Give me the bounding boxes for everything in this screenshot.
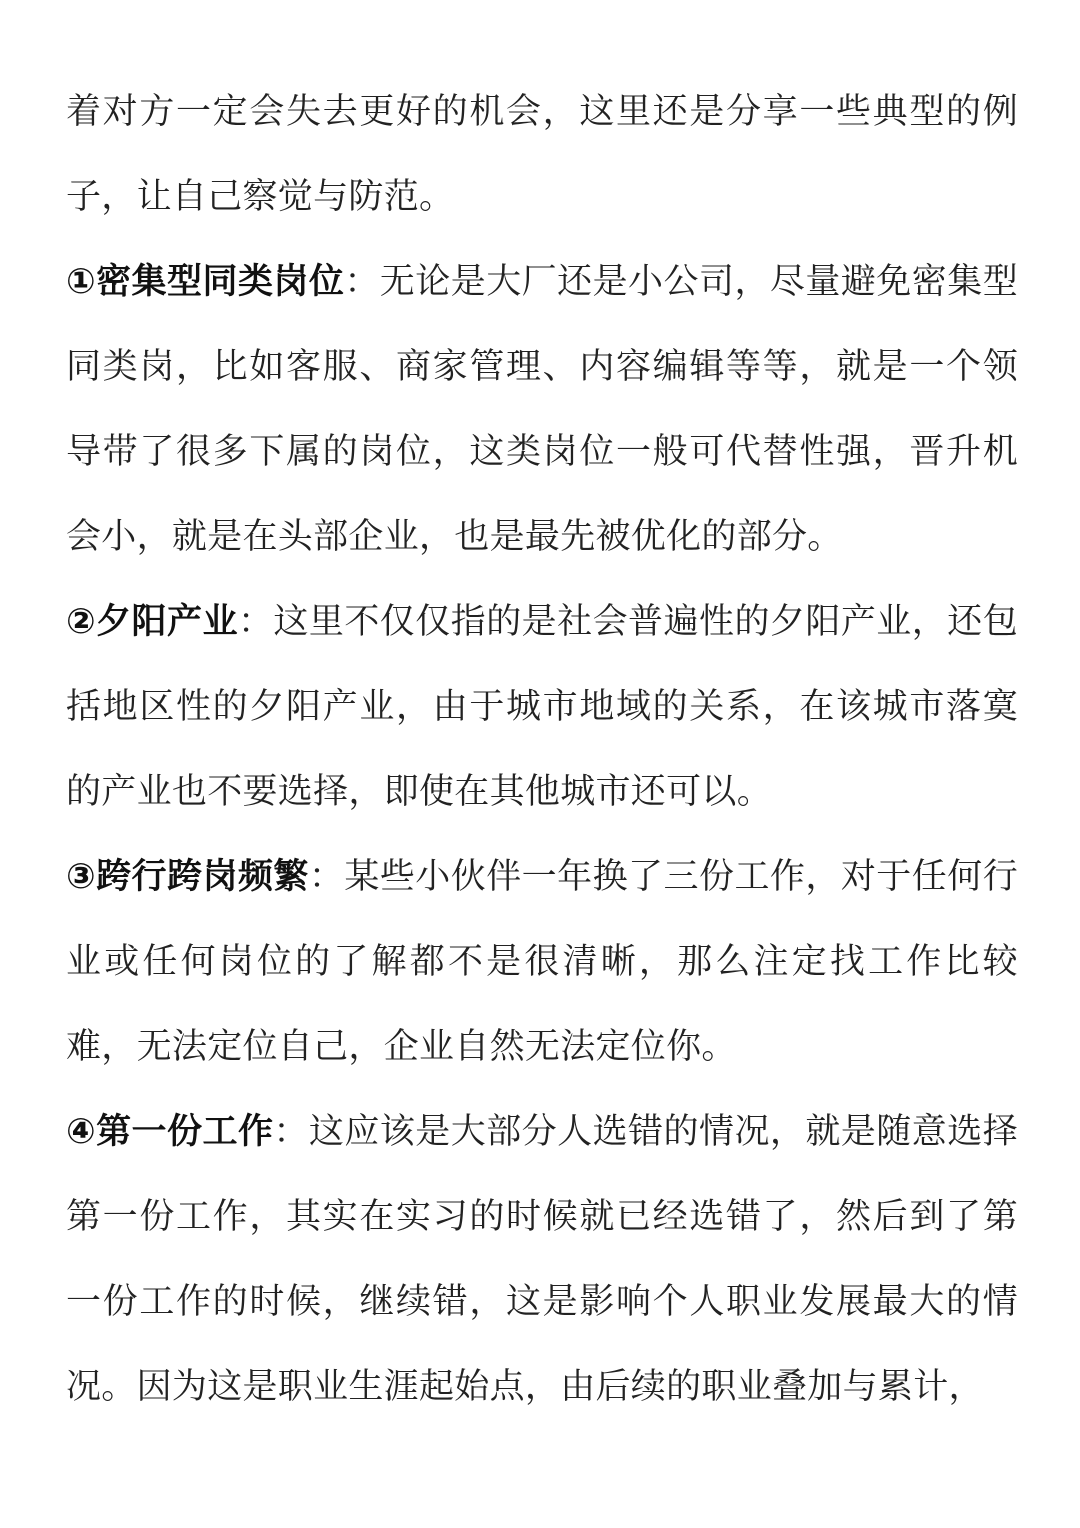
- item-1-heading: ①密集型同类岗位: [66, 262, 345, 302]
- paragraph-item-2: [66, 580, 1018, 835]
- paragraph-item-1: [66, 240, 1018, 580]
- item-3-heading: ③跨行跨岗频繁: [66, 857, 309, 897]
- item-4-text: ：这应该是大部分人选错的情况，就是随意选择第一份工作，其实在实习的时候就已经选错了，然后到了第一份工作的时候，继续错，这是影响个人职业发展最大的情况。因为这是职业生涯起始点，由后续的职业叠加与累计，: [66, 1112, 1018, 1407]
- item-2-heading: ②夕阳产业: [66, 602, 238, 642]
- item-2-text: ：这里不仅仅指的是社会普遍性的夕阳产业，还包括地区性的夕阳产业，由于城市地域的关系，在该城市落寞的产业也不要选择，即使在其他城市还可以。: [66, 602, 1018, 812]
- paragraph-intro-text: 着对方一定会失去更好的机会，这里还是分享一些典型的例子，让自己察觉与防范。: [66, 92, 1018, 217]
- item-4-heading: ④第一份工作: [66, 1112, 274, 1152]
- item-3-text: ：某些小伙伴一年换了三份工作，对于任何行业或任何岗位的了解都不是很清晰，那么注定找工作比较难，无法定位自己，企业自然无法定位你。: [66, 857, 1018, 1067]
- paragraph-intro: [66, 70, 1018, 240]
- paragraph-item-4: [66, 1090, 1018, 1430]
- article-body: [66, 70, 1018, 1430]
- paragraph-item-3: [66, 835, 1018, 1090]
- item-1-text: ：无论是大厂还是小公司，尽量避免密集型同类岗，比如客服、商家管理、内容编辑等等，就是一个领导带了很多下属的岗位，这类岗位一般可代替性强，晋升机会小，就是在头部企业，也是最先被优化的部分。: [66, 262, 1018, 557]
